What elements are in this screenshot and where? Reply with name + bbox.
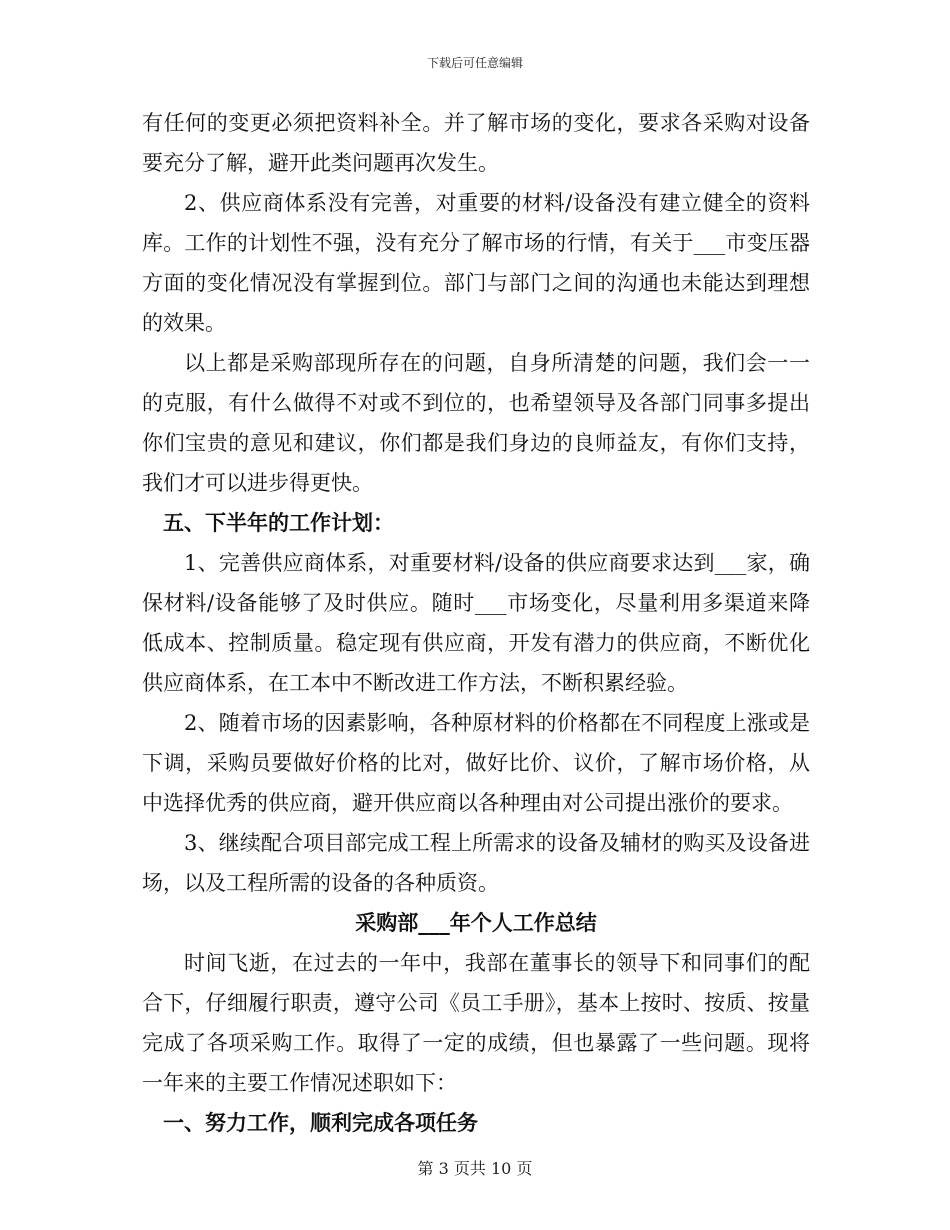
page-header: 下载后可任意编辑 (426, 56, 523, 70)
paragraph: 3、继续配合项目部完成工程上所需求的设备及辅材的购买及设备进场，以及工程所需的设备的各种质资。 (142, 831, 810, 895)
paragraph: 2、随着市场的因素影响，各种原材料的价格都在不同程度上涨或是下调，采购员要做好价格的比对，做好比价、议价，了解市场价格，从中选择优秀的供应商，避开供应商以各种理由对公司提出涨价的要求。 (142, 711, 810, 815)
paragraph: 时间飞逝，在过去的一年中，我部在董事长的领导下和同事们的配合下，仔细履行职责，遵守公司《员工手册》，基本上按时、按质、按量完成了各项采购工作。取得了一定的成绩，但也暴露了一些问题。现将一年来的主要工作情况述职如下： (142, 951, 810, 1095)
section-heading: 五、下半年的工作计划： (142, 510, 394, 535)
document-body (142, 103, 810, 1143)
paragraph: 以上都是采购部现所存在的问题，自身所清楚的问题，我们会一一的克服，有什么做得不对或不到位的，也希望领导及各部门同事多提出你们宝贵的意见和建议，你们都是我们身边的良师益友，有你们支持，我们才可以进步得更快。 (142, 351, 810, 495)
paragraph: 1、完善供应商体系，对重要材料/设备的供应商要求达到___家，确保材料/设备能够了及时供应。随时___市场变化，尽量利用多渠道来降低成本、控制质量。稳定现有供应商，开发有潜力的供应商，不断优化供应商体系，在工本中不断改进工作方法，不断积累经验。 (142, 551, 810, 695)
page-footer: 第 3 页共 10 页 (417, 1159, 533, 1178)
paragraph: 2、供应商体系没有完善，对重要的材料/设备没有建立健全的资料库。工作的计划性不强，没有充分了解市场的行情，有关于___市变压器方面的变化情况没有掌握到位。部门与部门之间的沟通也未能达到理想的效果。 (142, 191, 810, 335)
document-title: 采购部___年个人工作总结 (355, 910, 597, 935)
paragraph: 有任何的变更必须把资料补全。并了解市场的变化，要求各采购对设备要充分了解，避开此类问题再次发生。 (142, 111, 810, 175)
section-heading: 一、努力工作，顺利完成各项任务 (142, 1110, 478, 1135)
